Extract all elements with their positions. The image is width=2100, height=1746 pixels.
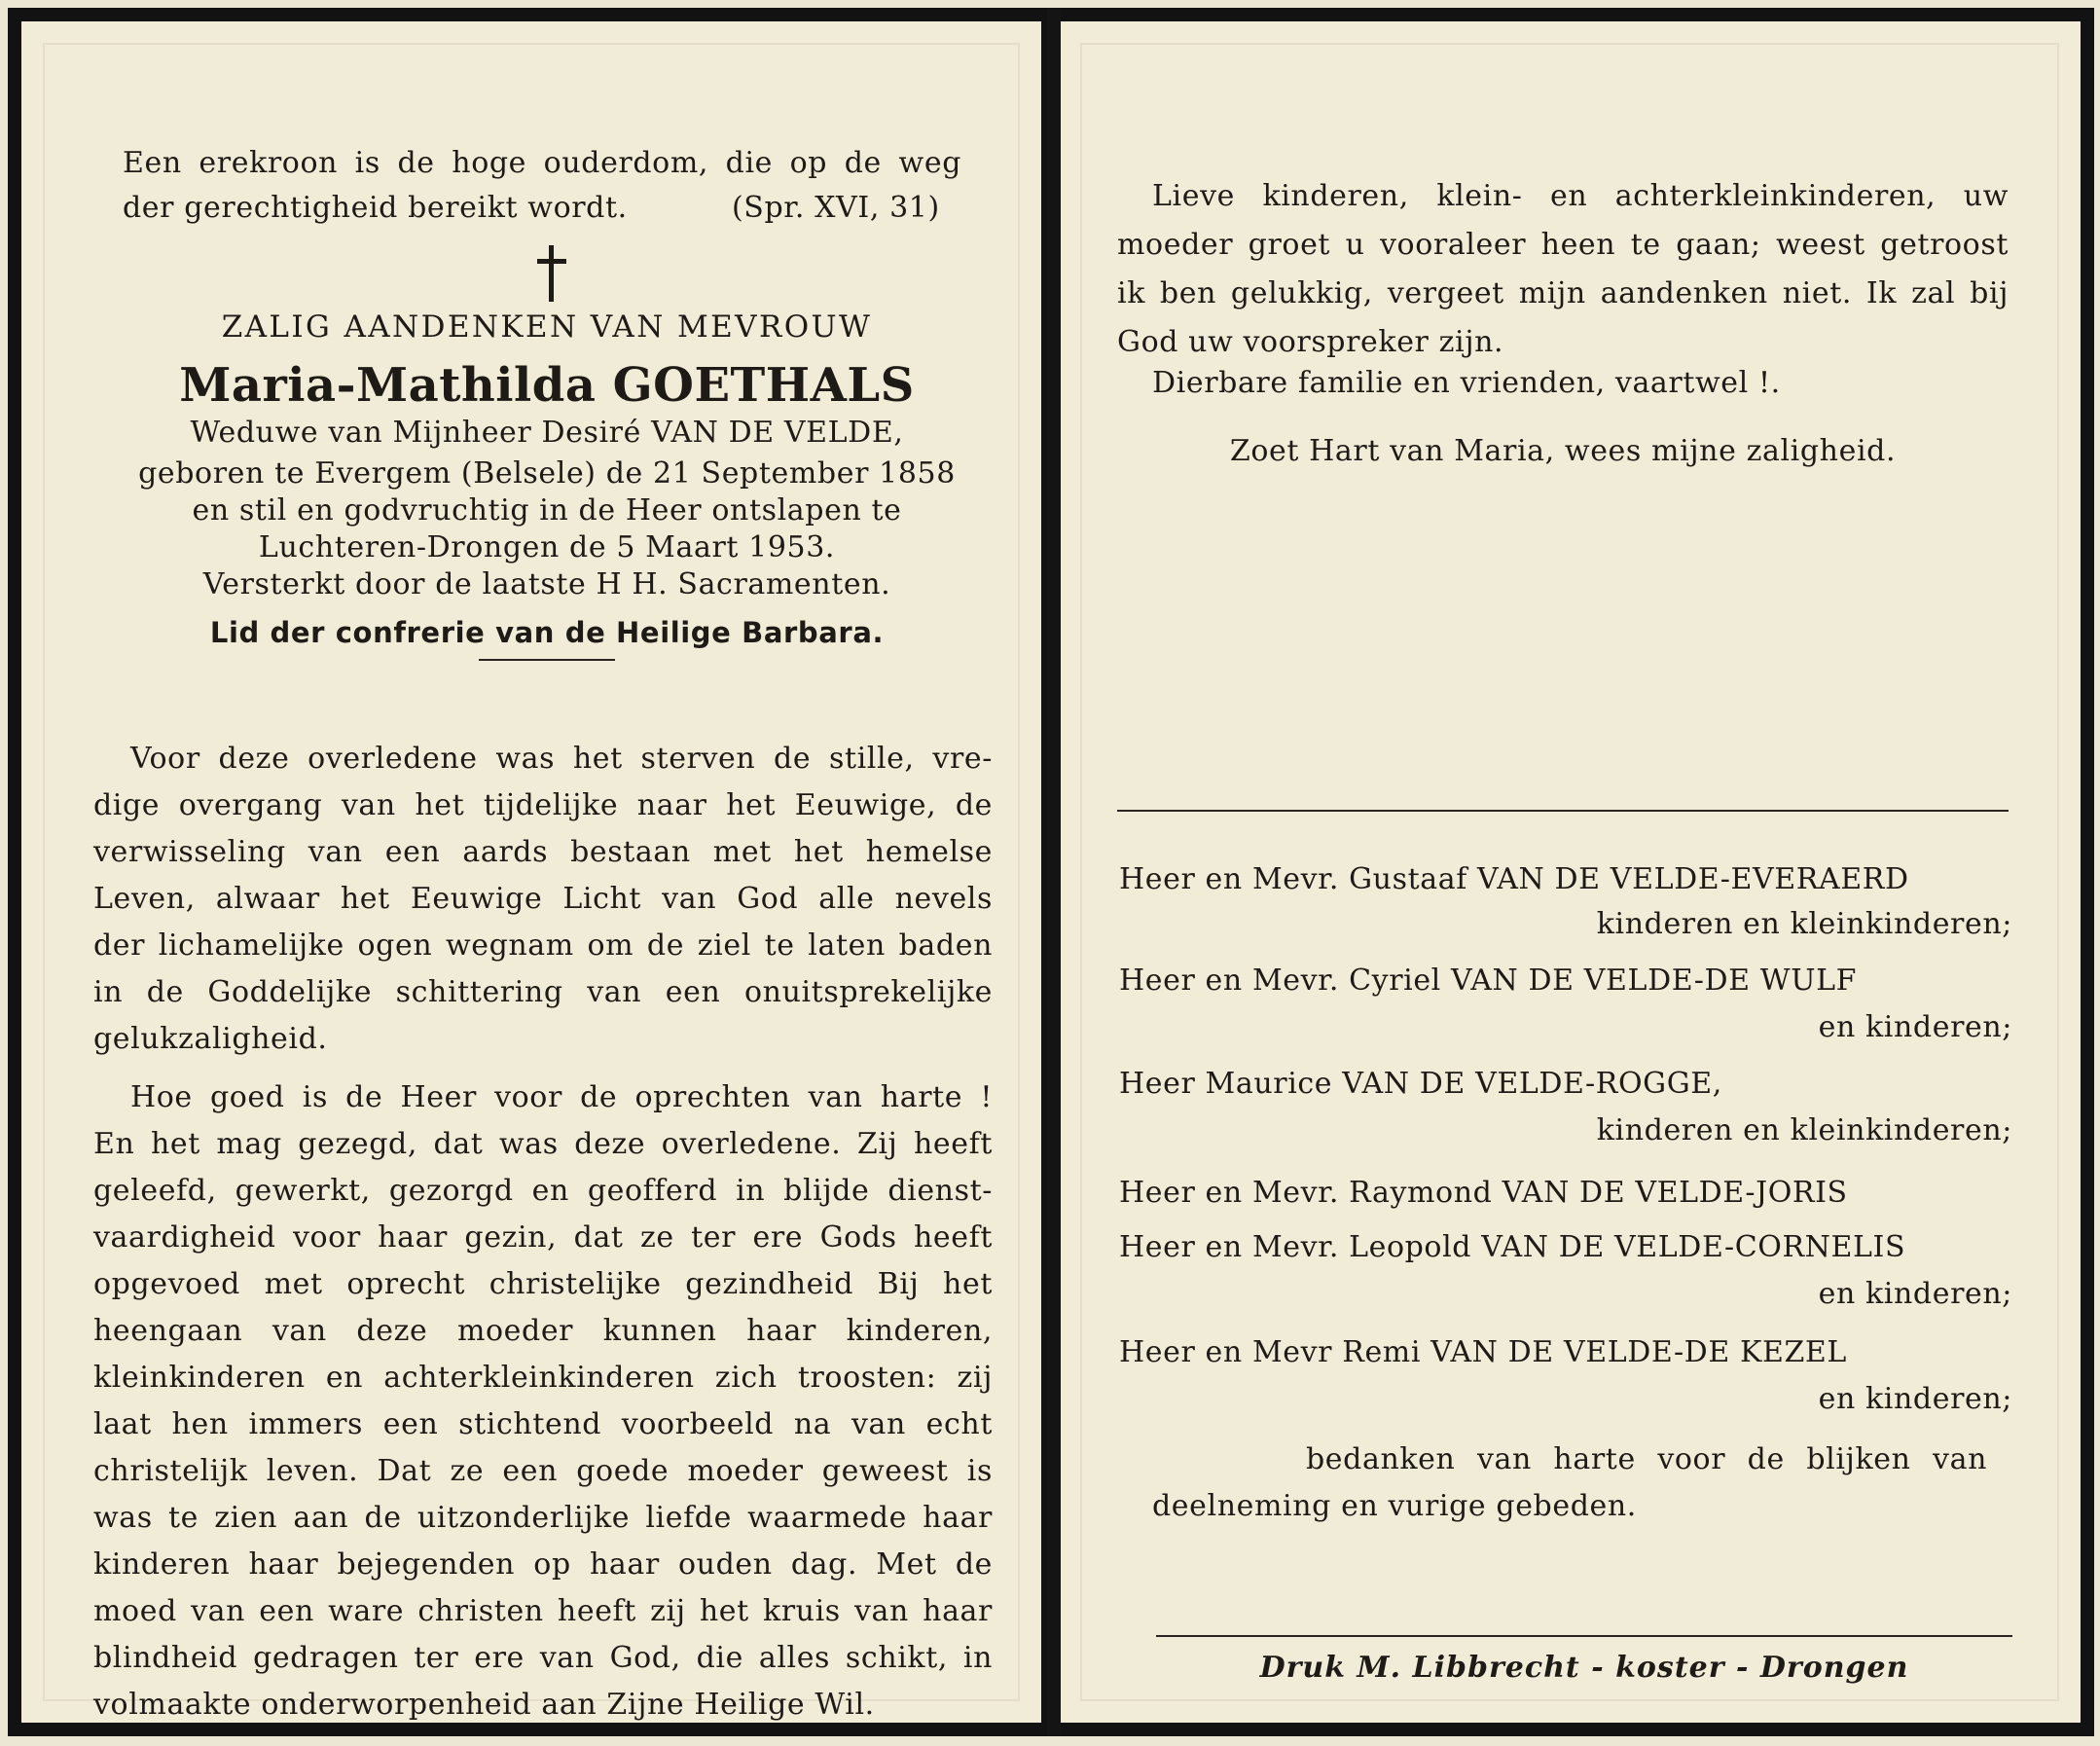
paragraph-2-line-5: opgevoed met oprecht christelijke gezindheid Bij het	[93, 1267, 993, 1301]
paragraph-2-line-6: heengaan van deze moeder kunnen haar kinderen,	[93, 1314, 993, 1348]
divider-top	[1117, 810, 2009, 812]
paragraph-2-line-13: blindheid gedragen ter ere van God, die alles schikt, in	[93, 1641, 993, 1675]
paragraph-1-line-6: in de Goddelijke schittering van een onuitsprekelijke	[93, 975, 993, 1009]
memorial-heading: ZALIG AANDENKEN VAN MEVROUW	[221, 309, 873, 345]
thanks-line-2: deelneming en vurige gebeden.	[1152, 1489, 1637, 1523]
family-5-name: Heer en Mevr. Leopold VAN DE VELDE-CORNELIS	[1119, 1230, 1906, 1264]
deceased-name: Maria-Mathilda GOETHALS	[179, 358, 915, 413]
epigraph-line-1: Een erekroon is de hoge ouderdom, die op de weg	[123, 146, 961, 180]
divider-bottom	[1156, 1635, 2012, 1637]
paragraph-2-line-11: kinderen haar bejegenden op haar ouden dag. Met de	[93, 1547, 993, 1582]
family-2-suffix: en kinderen;	[1818, 1010, 2012, 1044]
thanks-line-1: bedanken van harte voor de blijken van	[1306, 1442, 1987, 1476]
paragraph-1-line-7: gelukzaligheid.	[93, 1022, 328, 1056]
family-6-name: Heer en Mevr Remi VAN DE VELDE-DE KEZEL	[1119, 1335, 1847, 1369]
family-2-name: Heer en Mevr. Cyriel VAN DE VELDE-DE WULF	[1119, 964, 1858, 998]
paragraph-1-line-3: verwisseling van een aards bestaan met het hemelse	[93, 835, 993, 869]
paragraph-1-line-4: Leven, alwaar het Eeuwige Licht van God alle nevels	[93, 882, 993, 916]
detail-line-1: Weduwe van Mijnheer Desiré VAN DE VELDE,	[190, 416, 904, 450]
family-3-suffix: kinderen en kleinkinderen;	[1596, 1113, 2012, 1147]
family-6-suffix: en kinderen;	[1818, 1382, 2012, 1416]
cross-icon	[537, 245, 566, 302]
right-page	[1045, 8, 2094, 1736]
paragraph-1-line-2: dige overgang van het tijdelijke naar het Eeuwige, de	[93, 788, 993, 822]
detail-line-3: en stil en godvruchtig in de Heer ontslapen te	[192, 493, 902, 527]
paragraph-1-line-1: Voor deze overledene was het sterven de stille, vre-	[130, 742, 993, 776]
paragraph-2-line-1: Hoe goed is de Heer voor de oprechten van harte !	[130, 1080, 993, 1114]
prayer-line: Zoet Hart van Maria, wees mijne zaligheid.	[1229, 434, 1897, 468]
confraternity-line: Lid der confrerie van de Heilige Barbara.	[209, 616, 885, 649]
fold-line	[1047, 8, 1061, 1736]
printer-imprint: Druk M. Libbrecht - koster - Drongen	[1259, 1651, 1909, 1685]
paragraph-2-line-3: geleefd, gewerkt, gezorgd en geofferd in blijde dienst-	[93, 1174, 993, 1208]
paragraph-2-line-2: En het mag gezegd, dat was deze overledene. Zij heeft	[93, 1127, 993, 1161]
paragraph-2-line-14: volmaakte onderworpenheid aan Zijne Heilige Wil.	[93, 1688, 875, 1722]
farewell-line-4: God uw voorspreker zijn.	[1117, 325, 1504, 359]
family-3-name: Heer Maurice VAN DE VELDE-ROGGE,	[1119, 1067, 1722, 1101]
farewell-closing: Dierbare familie en vrienden, vaartwel !.	[1152, 366, 1781, 400]
farewell-line-1: Lieve kinderen, klein- en achterkleinkinderen, uw	[1152, 179, 2009, 213]
detail-line-5: Versterkt door de laatste H H. Sacramenten.	[202, 567, 891, 601]
epigraph-line-2: der gerechtigheid bereikt wordt.	[123, 191, 628, 225]
family-1-name: Heer en Mevr. Gustaaf VAN DE VELDE-EVERAERD	[1119, 862, 1909, 896]
family-1-suffix: kinderen en kleinkinderen;	[1596, 907, 2012, 941]
detail-line-4: Luchteren-Drongen de 5 Maart 1953.	[258, 530, 836, 564]
paragraph-2-line-8: laat hen immers een stichtend voorbeeld na van echt	[93, 1407, 993, 1441]
paragraph-2-line-9: christelijk leven. Dat ze een goede moeder geweest is	[93, 1454, 993, 1488]
family-4-name: Heer en Mevr. Raymond VAN DE VELDE-JORIS	[1119, 1176, 1848, 1210]
epigraph-reference: (Spr. XVI, 31)	[732, 191, 940, 225]
farewell-line-2: moeder groet u vooraleer heen te gaan; weest getroost	[1117, 228, 2009, 262]
paragraph-2-line-7: kleinkinderen en achterkleinkinderen zich troosten: zij	[93, 1361, 993, 1395]
farewell-line-3: ik ben gelukkig, vergeet mijn aandenken niet. Ik zal bij	[1117, 276, 2009, 310]
family-5-suffix: en kinderen;	[1818, 1277, 2012, 1311]
divider	[479, 659, 615, 661]
paragraph-2-line-10: was te zien aan de uitzonderlijke liefde waarmede haar	[93, 1501, 993, 1535]
paragraph-2-line-12: moed van een ware christen heeft zij het kruis van haar	[93, 1594, 993, 1628]
paragraph-2-line-4: vaardigheid voor haar gezin, dat ze ter ere Gods heeft	[93, 1220, 993, 1255]
paragraph-1-line-5: der lichamelijke ogen wegnam om de ziel te laten baden	[93, 928, 993, 963]
detail-line-2: geboren te Evergem (Belsele) de 21 September 1858	[138, 456, 956, 491]
left-page	[8, 8, 1055, 1736]
